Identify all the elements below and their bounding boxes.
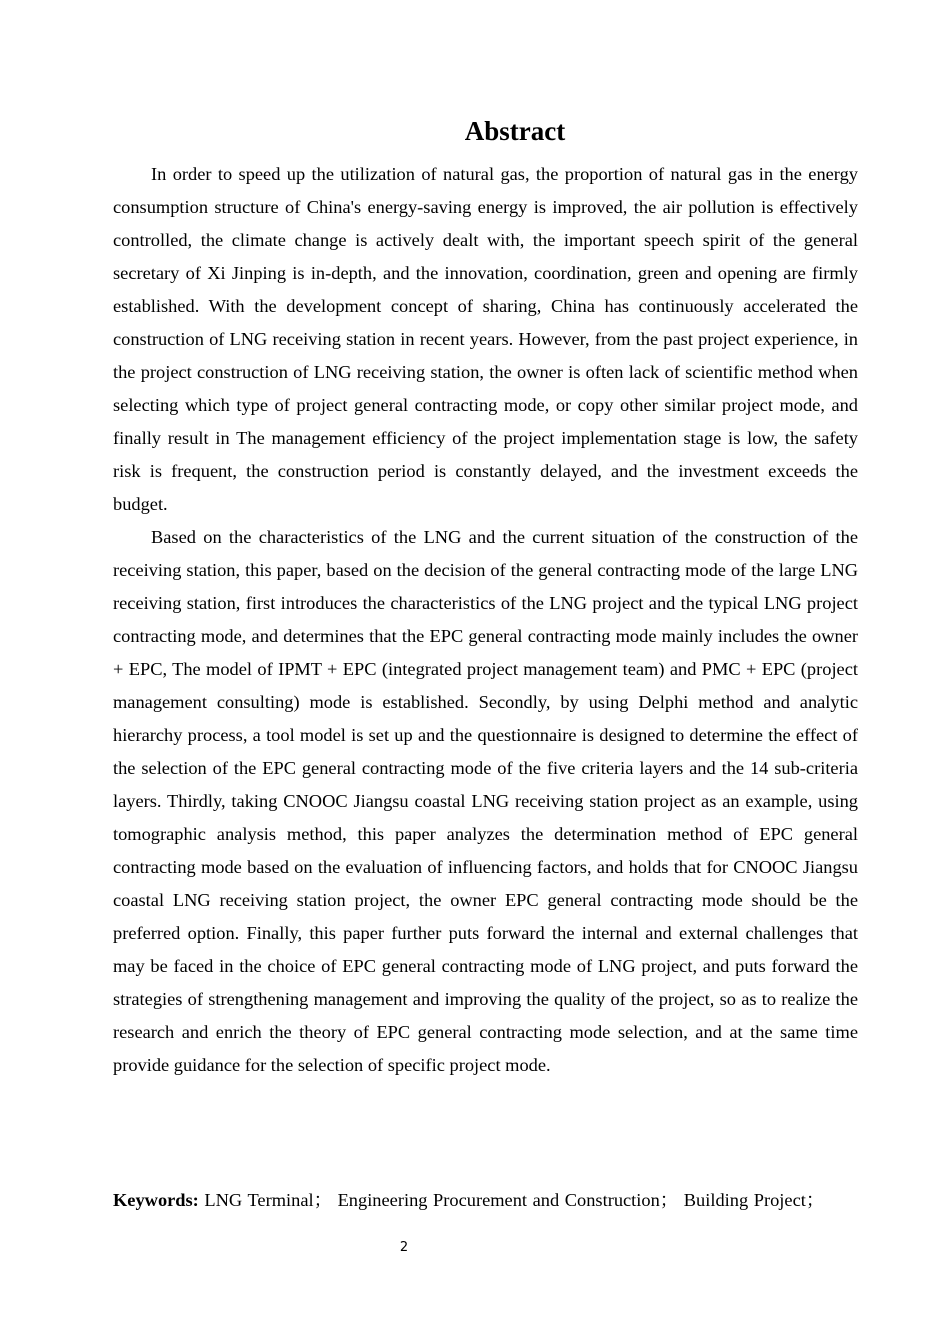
abstract-paragraph-2: Based on the characteristics of the LNG and the current situation of the construction of the receiving station, this paper, based on the decision of the general contracting mode of the large LNG receiving station, first introduces the characteristics of the LNG project and the typical LNG project contracting mode, and determines that the EPC general contracting mode mainly includes the owner + EPC, The model of IPMT + EPC (integrated project management team) and PMC + EPC (project management consulting) mode is established. Secondly, by using Delphi method and analytic hierarchy process, a tool model is set up and the questionnaire is designed to determine the effect of the selection of the EPC general contracting mode of the five criteria layers and the 14 sub-criteria layers. Thirdly, taking CNOOC Jiangsu coastal LNG receiving station project as an example, using tomographic analysis method, this paper analyzes the determination method of EPC general contracting mode based on the evaluation of influencing factors, and holds that for CNOOC Jiangsu coastal LNG receiving station project, the owner EPC general contracting mode should be the preferred option. Finally, this paper further puts forward the internal and external challenges that may be faced in the choice of EPC general contracting mode of LNG project, and puts forward the strategies of strengthening management and improving the quality of the project, so as to realize the research and enrich the theory of EPC general contracting mode selection, and at the same time provide guidance for the selection of specific project mode. [113,527,858,1075]
page-number: 2 [399,1240,409,1255]
abstract-body [113,158,858,1082]
keywords-label: Keywords: [113,1190,199,1210]
keywords-line [113,1184,873,1217]
keywords-value: LNG Terminal； Engineering Procurement and Construction； Building Project； [198,1190,825,1210]
abstract-paragraph-1: In order to speed up the utilization of natural gas, the proportion of natural gas in the energy consumption structure of China's energy-saving energy is improved, the air pollution is effectively controlled, the climate change is actively dealt with, the important speech spirit of the general secretary of Xi Jinping is in-depth, and the innovation, coordination, green and opening are firmly established. With the development concept of sharing, China has continuously accelerated the construction of LNG receiving station in recent years. However, from the past project experience, in the project construction of LNG receiving station, the owner is often lack of scientific method when selecting which type of project general contracting mode, or copy other similar project mode, and finally result in The management efficiency of the project implementation stage is low, the safety risk is frequent, the construction period is constantly delayed, and the investment exceeds the budget. [113,164,858,514]
abstract-title: Abstract [464,116,566,146]
